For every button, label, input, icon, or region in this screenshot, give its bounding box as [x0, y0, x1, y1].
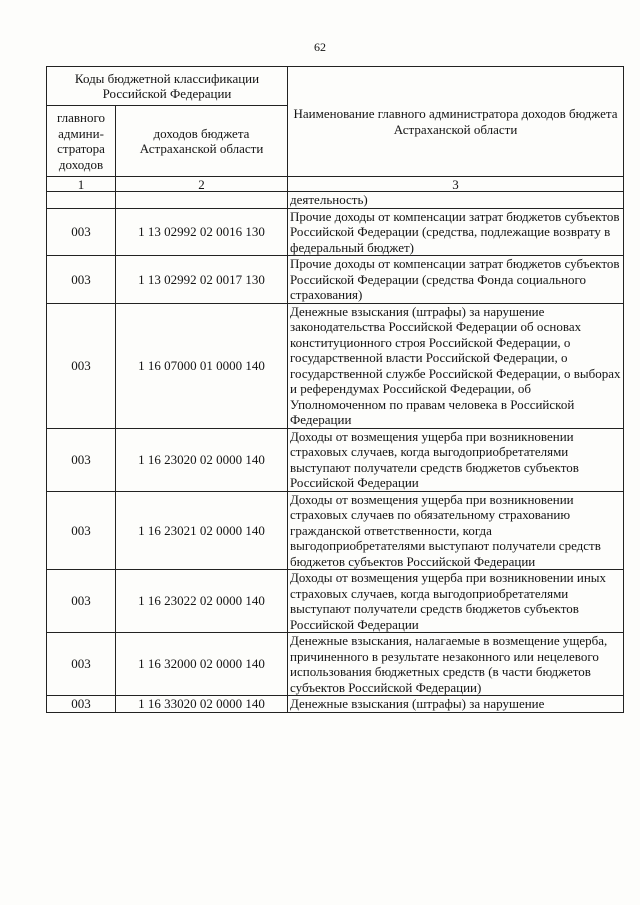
- income-name-cell: Прочие доходы от компенсации затрат бюджетов субъектов Российской Федерации (средства, подлежащие возврату в федеральный бюджет): [288, 208, 624, 256]
- budget-codes-table: [46, 66, 624, 713]
- income-name-cell: Доходы от возмещения ущерба при возникновении страховых случаев по обязательному страхованию гражданской ответственности, когда выгодоприобретателями выступают получатели средств бюджетов субъектов Российской Федерации: [288, 491, 624, 570]
- header-admin-code: главного админи-стратора доходов: [47, 106, 116, 177]
- table-row: [47, 696, 624, 713]
- page-number: 62: [314, 40, 326, 54]
- table-row: [47, 491, 624, 570]
- header-row-group: [47, 67, 624, 106]
- admin-code-cell: 003: [47, 570, 116, 633]
- header-codes-group: Коды бюджетной классификации Российской Федерации: [47, 67, 288, 106]
- admin-code-cell: [47, 192, 116, 209]
- income-code-cell: 1 16 23021 02 0000 140: [116, 491, 288, 570]
- admin-code-cell: 003: [47, 696, 116, 713]
- income-name-cell: Денежные взыскания, налагаемые в возмещение ущерба, причиненного в результате незаконного или нецелевого использования бюджетных средств (в части бюджетов субъектов Российской Федерации): [288, 633, 624, 696]
- admin-code-cell: 003: [47, 428, 116, 491]
- income-name-cell: деятельность): [288, 192, 624, 209]
- income-name-cell: Денежные взыскания (штрафы) за нарушение: [288, 696, 624, 713]
- table-row: [47, 633, 624, 696]
- income-name-cell: Денежные взыскания (штрафы) за нарушение законодательства Российской Федерации об основах конституционного строя Российской Федерации, о государственной власти Российской Федерации, о государственной службе Российской Федерации, о выборах и референдумах Российской Федерации, об Уполномоченном по правам человека в Российской Федерации: [288, 303, 624, 428]
- column-number-2: 2: [116, 177, 288, 192]
- income-code-cell: 1 13 02992 02 0016 130: [116, 208, 288, 256]
- admin-code-cell: 003: [47, 256, 116, 304]
- admin-code-cell: 003: [47, 303, 116, 428]
- admin-code-cell: 003: [47, 491, 116, 570]
- income-code-cell: 1 16 23022 02 0000 140: [116, 570, 288, 633]
- admin-code-cell: 003: [47, 208, 116, 256]
- income-name-cell: Доходы от возмещения ущерба при возникновении страховых случаев, когда выгодоприобретателями выступают получатели средств бюджетов субъектов Российской Федерации: [288, 428, 624, 491]
- income-code-cell: 1 16 23020 02 0000 140: [116, 428, 288, 491]
- header-income-code: доходов бюджета Астраханской области: [116, 106, 288, 177]
- table-row: [47, 428, 624, 491]
- income-code-cell: 1 16 33020 02 0000 140: [116, 696, 288, 713]
- income-code-cell: 1 13 02992 02 0017 130: [116, 256, 288, 304]
- table-row: [47, 192, 624, 209]
- table-row: [47, 208, 624, 256]
- income-code-cell: [116, 192, 288, 209]
- income-code-cell: 1 16 32000 02 0000 140: [116, 633, 288, 696]
- column-number-3: 3: [288, 177, 624, 192]
- header-admin-name: Наименование главного администратора доходов бюджета Астраханской области: [288, 67, 624, 177]
- income-name-cell: Доходы от возмещения ущерба при возникновении иных страховых случаев, когда выгодоприобретателями выступают получатели средств бюджетов субъектов Российской Федерации: [288, 570, 624, 633]
- table-row: [47, 256, 624, 304]
- income-code-cell: 1 16 07000 01 0000 140: [116, 303, 288, 428]
- admin-code-cell: 003: [47, 633, 116, 696]
- header-row-numbers: [47, 177, 624, 192]
- column-number-1: 1: [47, 177, 116, 192]
- income-name-cell: Прочие доходы от компенсации затрат бюджетов субъектов Российской Федерации (средства Фонда социального страхования): [288, 256, 624, 304]
- table-row: [47, 570, 624, 633]
- table-row: [47, 303, 624, 428]
